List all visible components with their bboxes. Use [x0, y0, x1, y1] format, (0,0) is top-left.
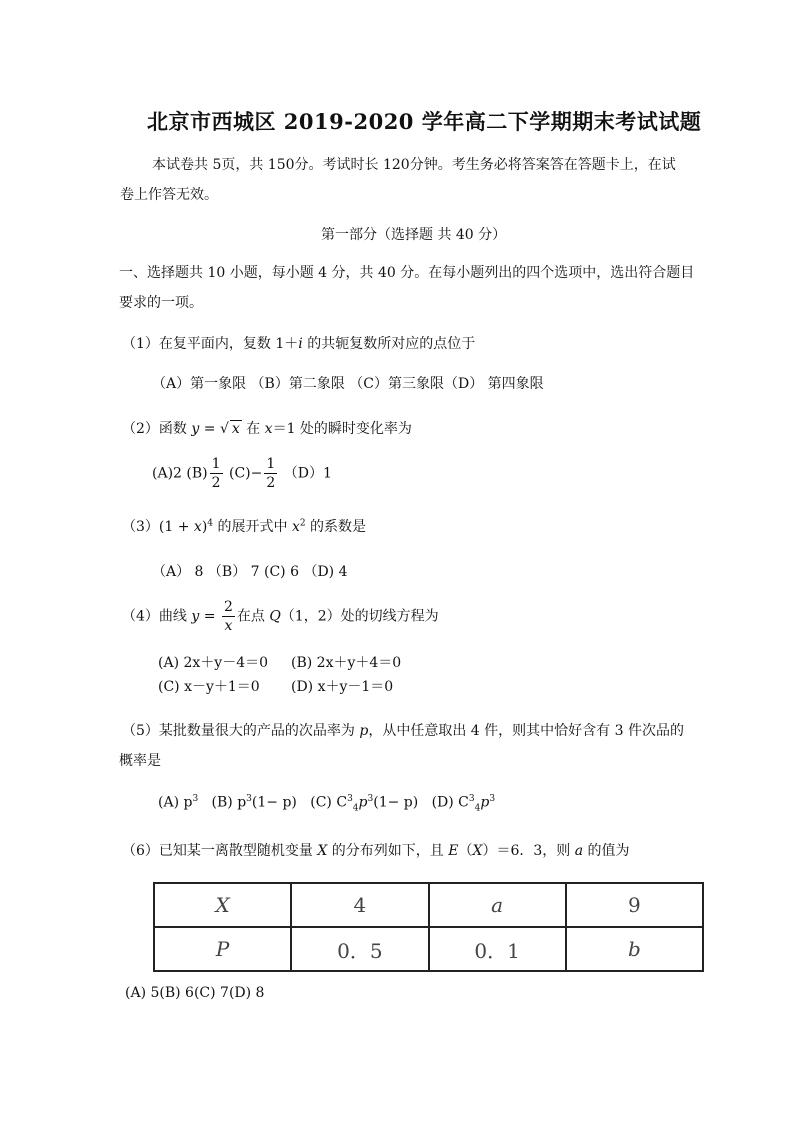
distribution-table	[153, 882, 704, 972]
question-6-stem: （6）已知某一离散型随机变量 X 的分布列如下，且 E（X）＝6．3，则 a 的值为	[122, 843, 630, 859]
fraction-one-half: $\frac{1}{2}$	[266, 456, 276, 491]
question-3-stem: $(3)(1 + x)^4$ 的展开式中 $x^2$ 的系数是	[122, 518, 367, 535]
fraction-two-over-x: $\frac{2}{x}$	[223, 599, 233, 634]
question-number: （4）	[122, 608, 159, 625]
sqrt-expression: x	[231, 421, 240, 437]
question-4-option-a: (A) 2x＋y－4＝0	[158, 655, 269, 671]
question-4-option-b: (B) 2x＋y＋4＝0	[291, 655, 402, 671]
question-2-stem: （2）函数 y = √ x 在 x＝1 处的瞬时变化率为	[122, 421, 412, 437]
table-cell: 4	[291, 883, 428, 927]
question-number: （5）	[122, 723, 159, 739]
question-3-options: （A） 8 （B） 7 (C) 6 （D) 4	[152, 564, 348, 580]
question-number: （3）	[122, 519, 159, 535]
question-2-options: (A)2 (B) $\frac{1}{2}$ (C)− $\frac{1}{2}$ （D）1	[152, 456, 332, 491]
intro-text-line1: 本试卷共 5页，共 150分。考试时长 120分钟。考生务必将答案答在答题卡上，在试	[152, 157, 676, 173]
question-6-options: (A) 5(B) 6(C) 7(D) 8	[125, 985, 265, 1001]
section-instruction-line2: 要求的一项。	[119, 295, 203, 311]
question-1-stem: （1）在复平面内，复数 1＋i 的共轭复数所对应的点位于	[122, 336, 476, 352]
question-4-option-c: (C) x－y＋1＝0	[158, 679, 260, 695]
question-4-stem: （4）曲线 y = $\frac{2}{x}$ 在点 Q（1，2）处的切线方程为	[122, 599, 439, 634]
table-cell: b	[566, 927, 703, 971]
question-number: （6）	[122, 843, 159, 859]
table-cell: P	[154, 927, 291, 971]
question-number: （2）	[122, 421, 159, 437]
question-5-stem: （5）某批数量很大的产品的次品率为 p，从中任意取出 4 件，则其中恰好含有 3 件次品的	[122, 723, 684, 739]
intro-text-line2: 卷上作答无效。	[120, 187, 218, 203]
part-heading: 第一部分（选择题 共 40 分）	[321, 227, 507, 243]
table-cell: a	[429, 883, 566, 927]
question-4-option-d: (D) x＋y－1＝0	[291, 679, 394, 695]
question-number: （1）	[122, 336, 159, 352]
table-row	[154, 927, 703, 971]
table-row	[154, 883, 703, 927]
question-5-options: (A) $p^3$ (B) $p^3(1- p)$ (C) $C^3_4p^3(1- p)$ (D) $C^3_4p^3$	[158, 794, 496, 814]
table-cell: X	[154, 883, 291, 927]
table-cell: 0．1	[429, 927, 566, 971]
section-instruction-line1: 一、选择题共 10 小题，每小题 4 分，共 40 分。在每小题列出的四个选项中，选出符合题目	[119, 265, 695, 281]
question-1-options: （A）第一象限 （B）第二象限 （C）第三象限（D） 第四象限	[152, 376, 544, 392]
table-cell: 9	[566, 883, 703, 927]
table-cell: 0．5	[291, 927, 428, 971]
question-5-stem-line2: 概率是	[119, 753, 161, 769]
fraction-one-half: $\frac{1}{2}$	[211, 456, 221, 491]
page-title: 北京市西城区 2019-2020 学年高二下学期期末考试试题	[147, 109, 702, 134]
